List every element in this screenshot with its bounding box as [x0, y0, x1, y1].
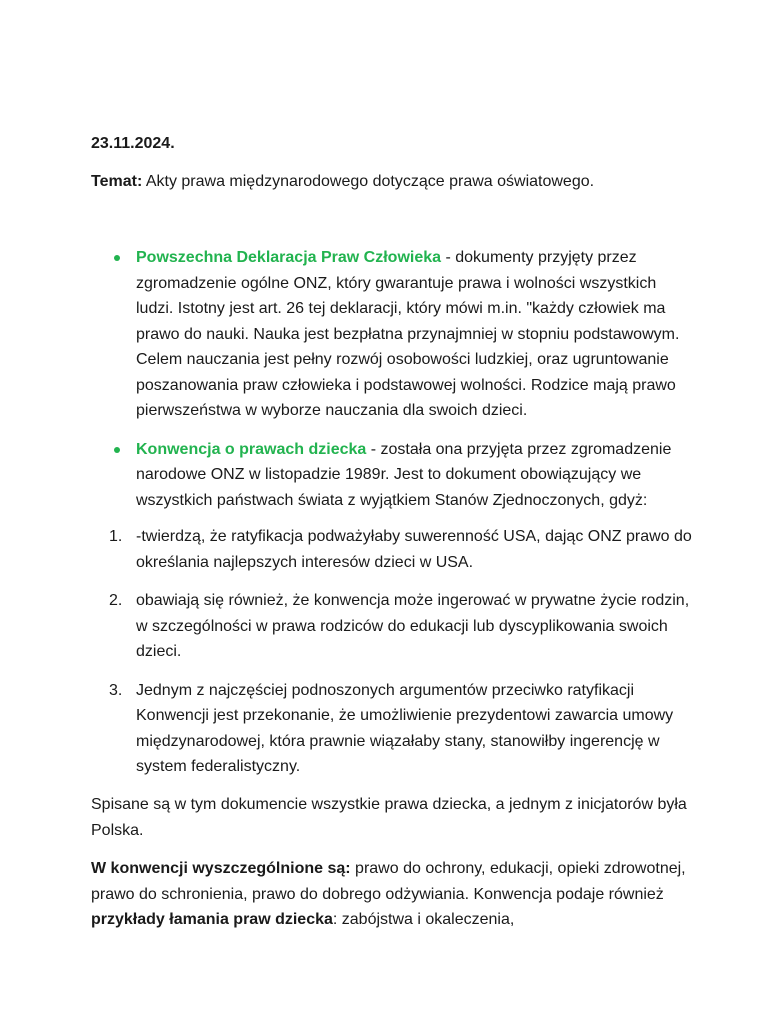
topic-line: [91, 169, 711, 195]
item-text: Jednym z najczęściej podnoszonych argumentów przeciwko ratyfikacji Konwencji jest przekonanie, że umożliwienie prezydentowi zawarcia umowy międzynarodowej, która prawnie wiązałaby stany, stanowiłby ingerencję w system federalistyczny.: [136, 681, 674, 775]
numbered-item: [109, 678, 696, 780]
item-number: 3.: [109, 681, 123, 699]
paragraph-text-violations: : zabójstwa i okaleczenia,: [332, 911, 515, 928]
item-text: obawiają się również, że konwencja może ingerować w prywatne życie rodzin, w szczególności w prawa rodziców do edukacji lub dyscyplikowania swoich dzieci.: [136, 592, 690, 660]
bullet-list: [136, 245, 696, 526]
item-text: -twierdzą, że ratyfikacja podważyłaby suwerenność USA, dając ONZ prawo do określania najlepszych interesów dzieci w USA.: [136, 528, 692, 571]
topic-text: Akty prawa międzynarodowego dotyczące prawa oświatowego.: [142, 173, 595, 190]
paragraph-text-rights: prawo do ochrony, edukacji, opieki zdrowotnej, prawo do schronienia, prawo do dobrego odżywiania. Konwencja podaje również: [91, 860, 686, 903]
paragraph-bold-violations: przykłady łamania praw dziecka: [91, 911, 333, 928]
numbered-item: [109, 524, 696, 575]
item-number: 1.: [109, 528, 123, 545]
numbered-list: [109, 524, 696, 793]
bullet-item-declaration: [136, 245, 696, 424]
paragraph-bold-rights: W konwencji wyszczególnione są:: [91, 860, 351, 877]
bullet-text-convention: - została ona przyjęta przez zgromadzenie narodowe ONZ w listopadzie 1989r. Jest to dokument obowiązujący we wszystkich państwach świata z wyjątkiem Stanów Zjednoczonych, gdyż:: [136, 440, 672, 509]
bullet-item-convention: [136, 437, 696, 514]
bullet-text-declaration: - dokumenty przyjęty przez zgromadzenie ogólne ONZ, który gwarantuje prawa i wolności wszystkich ludzi. Istotny jest art. 26 tej deklaracji, który mówi m.in. "każdy człowiek ma prawo do nauki. Nauka jest bezpłatna przynajmniej w stopniu podstawowym. Celem nauczania jest pełny rozwój osobowości ludzkiej, oraz ugruntowanie poszanowania praw człowieka i podstawowej wolności. Rodzice mają prawo pierwszeństwa w wyborze nauczania dla swoich dzieci.: [136, 249, 680, 419]
paragraph-rights: [91, 856, 691, 933]
paragraph-polska: Spisane są w tym dokumencie wszystkie prawa dziecka, a jednym z inicjatorów była Polska.: [91, 796, 687, 839]
document-date: 23.11.2024.: [91, 135, 175, 152]
topic-label: Temat:: [91, 173, 143, 190]
numbered-item: [109, 588, 696, 665]
bullet-title-convention: Konwencja o prawach dziecka: [136, 440, 367, 458]
item-number: 2.: [109, 592, 123, 609]
bullet-title-declaration: Powszechna Deklaracja Praw Człowieka: [136, 249, 442, 266]
